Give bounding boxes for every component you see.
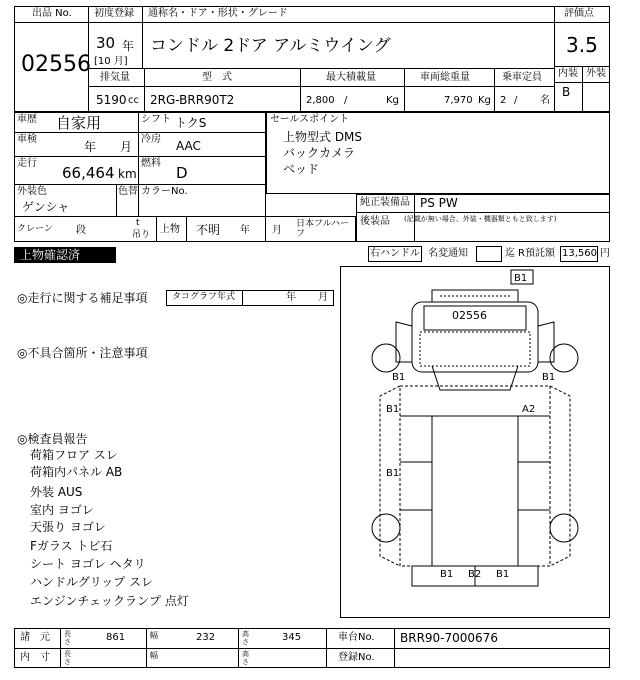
rear-left-wheel — [372, 514, 400, 542]
sales-points-title: セールスポイント — [270, 114, 350, 125]
upper-label: 上物 — [160, 224, 180, 235]
recycle-label: R預託額 — [518, 248, 555, 259]
equipment-value: PS PW — [420, 196, 458, 210]
interior-grade: B — [562, 85, 571, 99]
max-load-label: 最大積載量 — [326, 72, 376, 83]
inspection-year: 年 — [84, 140, 97, 154]
divider — [156, 216, 157, 242]
first-reg-label: 初度登録 — [94, 8, 134, 19]
equipment-label: 純正装備品 — [360, 197, 410, 208]
name-change-label: 名変通知 — [428, 248, 468, 259]
fuel: D — [176, 164, 188, 182]
inner-width-label: 幅 — [150, 651, 158, 660]
divider — [14, 22, 88, 23]
reg-year: 30 — [96, 34, 116, 52]
recycle-unit: 円 — [600, 248, 610, 259]
damage-mark: B1 — [496, 569, 510, 580]
gross-weight-unit: Kg — [478, 95, 491, 106]
running-notes-label: ◎走行に関する補足事項 — [17, 291, 148, 305]
divider — [404, 68, 405, 112]
capacity-label: 乗車定員 — [502, 72, 542, 83]
capacity-unit: 名 — [540, 95, 550, 106]
upper-maker: 日本フルハーフ — [296, 219, 350, 239]
registration-label: 登録No. — [338, 652, 375, 663]
car-name: コンドル 2ドア アルミウイング — [150, 36, 391, 56]
damage-mark: B1 — [386, 468, 400, 479]
inspector-item: 外装 AUS — [30, 485, 83, 499]
max-load: 2,800 — [306, 95, 335, 106]
divider — [494, 68, 495, 112]
ac: AAC — [176, 139, 201, 153]
name-change-box — [476, 246, 502, 262]
score-label: 評価点 — [564, 8, 594, 19]
color: ゲンシャ — [22, 200, 70, 214]
fuel-label: 燃料 — [141, 158, 161, 169]
inspector-item: シート ヨゴレ ヘタリ — [30, 557, 146, 571]
score: 3.5 — [566, 33, 598, 57]
crane-stage: 段 — [76, 225, 86, 236]
capacity: 2 — [500, 95, 507, 106]
capacity-sep: / — [514, 95, 518, 106]
tachograph-month: 月 — [318, 292, 328, 303]
divider — [144, 68, 145, 112]
divider — [88, 68, 554, 69]
divider — [88, 86, 554, 87]
sales-point-item: 上物型式 DMS — [283, 130, 363, 144]
divider — [242, 290, 243, 306]
crane-label: クレーン — [17, 224, 53, 234]
truck-diagram — [340, 266, 610, 618]
length-label: 長さ — [64, 630, 71, 646]
rear-right-wheel — [550, 514, 578, 542]
shift-label: シフト — [141, 114, 171, 125]
divider — [14, 132, 266, 133]
height: 345 — [282, 632, 302, 643]
divider — [138, 112, 139, 216]
divider — [582, 66, 583, 112]
divider — [60, 628, 61, 668]
inner-dims-label: 内 寸 — [20, 652, 50, 663]
ac-label: 冷房 — [141, 134, 161, 145]
inspector-item: Fガラス トビ石 — [30, 539, 113, 553]
inspector-item: 天張り ヨゴレ — [30, 520, 106, 534]
inspector-item: 室内 ヨゴレ — [30, 503, 94, 517]
chassis-label: 車台No. — [338, 632, 375, 643]
car-name-label: 通称名・ドア・形状・グレード — [148, 8, 288, 19]
interior-label: 内装 — [558, 68, 578, 79]
mileage-label: 走行 — [17, 158, 37, 169]
mileage-unit: km — [118, 167, 137, 181]
divider — [300, 68, 301, 112]
divider — [14, 156, 266, 157]
history-label: 車歴 — [17, 114, 37, 125]
divider — [88, 22, 554, 23]
displacement-label: 排気量 — [100, 72, 130, 83]
sales-point-item: ベッド — [283, 162, 320, 176]
right-handle-label: 右ハンドル — [368, 246, 422, 262]
divider — [394, 628, 395, 668]
height-label: 高さ — [242, 630, 249, 646]
width: 232 — [196, 632, 216, 643]
crane-lift: 吊り — [132, 230, 151, 240]
history: 自家用 — [56, 114, 102, 132]
damage-mark: B1 — [514, 273, 528, 284]
reg-year-unit: 年 — [122, 39, 135, 53]
inspector-item: 荷箱フロア スレ — [30, 448, 118, 462]
inspection-label: 車検 — [17, 134, 37, 145]
damage-mark: B2 — [468, 569, 482, 580]
displacement: 5190 — [96, 93, 127, 107]
divider — [14, 648, 610, 649]
divider — [142, 22, 143, 68]
inner-length-label: 長さ — [64, 650, 71, 666]
damage-mark: B1 — [392, 372, 406, 383]
width-label: 幅 — [150, 631, 158, 640]
recycle-amount: 13,560 — [562, 248, 597, 259]
color-code-label: カラーNo. — [141, 186, 188, 197]
color-change-label: 色替 — [118, 186, 138, 197]
divider — [146, 628, 147, 668]
damage-marks — [386, 270, 555, 580]
gross-weight-label: 車両総重量 — [420, 72, 470, 83]
tachograph-year: 年 — [286, 292, 296, 303]
divider — [14, 184, 266, 185]
color-label: 外装色 — [17, 186, 47, 197]
inspector-report-label: ◎検査員報告 — [17, 432, 88, 446]
displacement-unit: cc — [128, 95, 139, 106]
truck-outline — [372, 290, 578, 586]
mileage: 66,464 — [62, 164, 115, 182]
sales-point-item: バックカメラ — [283, 146, 356, 160]
model: 2RG-BRR90T2 — [150, 93, 235, 107]
divider — [356, 212, 610, 213]
until-label: 迄 — [505, 248, 515, 259]
divider — [238, 628, 239, 668]
inspector-item: エンジンチェックランプ 点灯 — [30, 594, 189, 608]
upper-year: 年 — [240, 225, 250, 236]
inspector-item: 荷箱内パネル AB — [30, 465, 123, 479]
upper-confirmed-badge: 上物確認済 — [14, 247, 116, 263]
lot-label: 出品 No. — [32, 8, 72, 19]
max-load-sep: / — [344, 95, 348, 106]
gross-weight: 7,970 — [444, 95, 473, 106]
upper-month: 月 — [272, 225, 282, 236]
length: 861 — [106, 632, 126, 643]
lot-number: 02556 — [21, 52, 91, 77]
divider — [142, 6, 143, 22]
inner-height-label: 高さ — [242, 650, 249, 666]
model-label: 型 式 — [202, 72, 232, 83]
aftermarket-note: (記載が無い場合、外装・機器類ともと致します) — [404, 215, 557, 223]
divider — [116, 184, 117, 216]
shift: トクS — [175, 116, 207, 130]
tachograph-label: タコグラフ年式 — [172, 292, 236, 302]
diagram-lot-number: 02556 — [452, 309, 487, 322]
upper-value: 不明 — [196, 223, 221, 237]
damage-mark: B1 — [386, 404, 400, 415]
damage-mark: B1 — [440, 569, 454, 580]
max-load-unit: Kg — [386, 95, 399, 106]
inspection-month: 月 — [120, 140, 133, 154]
exterior-label: 外装 — [586, 68, 606, 79]
damage-mark: B1 — [542, 372, 556, 383]
aftermarket-label: 後装品 — [360, 216, 390, 227]
divider — [326, 628, 327, 668]
crane-ton: t — [136, 218, 140, 228]
divider — [554, 82, 610, 83]
damage-mark: A2 — [522, 404, 536, 415]
dims-label: 諸 元 — [20, 632, 50, 643]
chassis: BRR90-7000676 — [400, 631, 498, 645]
divider — [554, 22, 610, 23]
reg-month: [10 月] — [94, 56, 128, 67]
defects-label: ◎不具合箇所・注意事項 — [17, 346, 148, 360]
inspector-item: ハンドルグリップ スレ — [30, 575, 154, 589]
